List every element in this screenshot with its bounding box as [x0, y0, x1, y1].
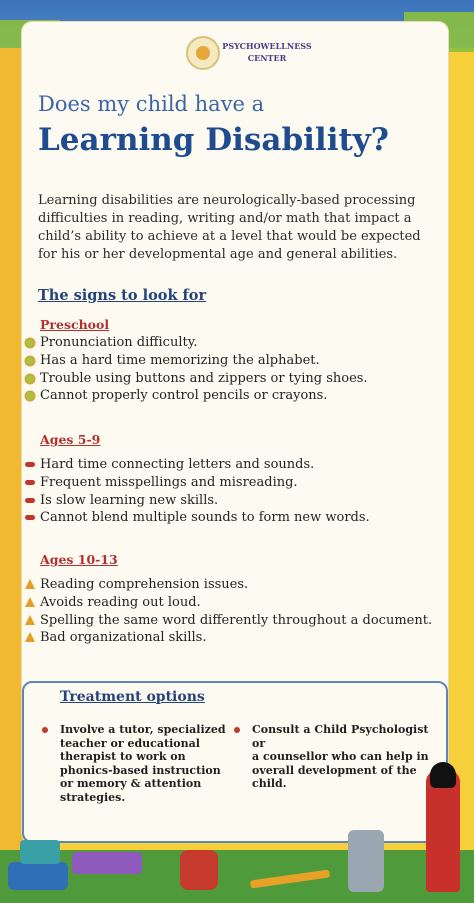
list-item: Frequent misspellings and misreading. — [24, 474, 444, 492]
circle-bullet-icon — [26, 375, 34, 383]
list-item: Cannot blend multiple sounds to form new words. — [24, 509, 444, 527]
backpack-icon — [180, 850, 218, 890]
circle-bullet-icon — [26, 357, 34, 365]
toy-block-icon — [20, 840, 60, 864]
list-item: Hard time connecting letters and sounds. — [24, 456, 444, 474]
list-item: Bad organizational skills. — [24, 629, 444, 647]
treatment-box — [22, 681, 448, 843]
title-line-2: Learning Disability? — [38, 122, 389, 158]
title-line-1: Does my child have a — [38, 92, 265, 116]
toy-soldier-icon — [426, 770, 460, 892]
intro-paragraph: Learning disabilities are neurologically-based processing difficulties in reading, writing and/or math that impact a child’s ability to achieve at a level that would be expected for his or her developmental age and general abilities. — [38, 193, 421, 262]
list-ages-10-13 — [24, 576, 444, 647]
section-title-preschool: Preschool — [40, 317, 110, 332]
star-bullet-icon — [25, 632, 35, 642]
car-bullet-icon — [25, 462, 35, 467]
car-bullet-icon — [25, 480, 35, 485]
brand-name: PSYCHOWELLNESS CENTER — [222, 41, 312, 63]
treatment-option-psychologist: Consult a Child Psychologist or a counsellor who can help in overall development of the child. — [252, 723, 442, 791]
toy-blocks-icon — [8, 862, 68, 890]
treatment-heading: Treatment options — [60, 689, 205, 705]
star-bullet-icon — [25, 597, 35, 607]
list-preschool — [24, 334, 444, 405]
list-item: Spelling the same word differently throughout a document. — [24, 612, 444, 630]
star-bullet-icon — [25, 615, 35, 625]
dot-bullet-icon — [42, 727, 48, 733]
brand-logo — [186, 36, 220, 70]
treatment-option-tutor: Involve a tutor, specialized teacher or educational therapist to work on phonics-based instruction or memory & attention strategies. — [60, 723, 230, 804]
car-bullet-icon — [25, 498, 35, 503]
car-bullet-icon — [25, 515, 35, 520]
soldier-hat-icon — [430, 762, 456, 788]
circle-bullet-icon — [26, 392, 34, 400]
signs-heading: The signs to look for — [38, 287, 207, 304]
background-strip — [0, 48, 22, 903]
robot-icon — [348, 830, 384, 892]
section-title-ages-5-9: Ages 5-9 — [40, 432, 101, 447]
star-bullet-icon — [25, 579, 35, 589]
list-item: Pronunciation difficulty. — [24, 334, 444, 352]
list-item: Has a hard time memorizing the alphabet. — [24, 352, 444, 370]
list-item: Trouble using buttons and zippers or tying shoes. — [24, 370, 444, 388]
list-item: Avoids reading out loud. — [24, 594, 444, 612]
book-stack-icon — [72, 852, 142, 874]
list-ages-5-9 — [24, 456, 444, 527]
circle-bullet-icon — [26, 339, 34, 347]
dot-bullet-icon — [234, 727, 240, 733]
list-item: Reading comprehension issues. — [24, 576, 444, 594]
list-item: Cannot properly control pencils or crayons. — [24, 387, 444, 405]
list-item: Is slow learning new skills. — [24, 492, 444, 510]
section-title-ages-10-13: Ages 10-13 — [40, 552, 118, 567]
